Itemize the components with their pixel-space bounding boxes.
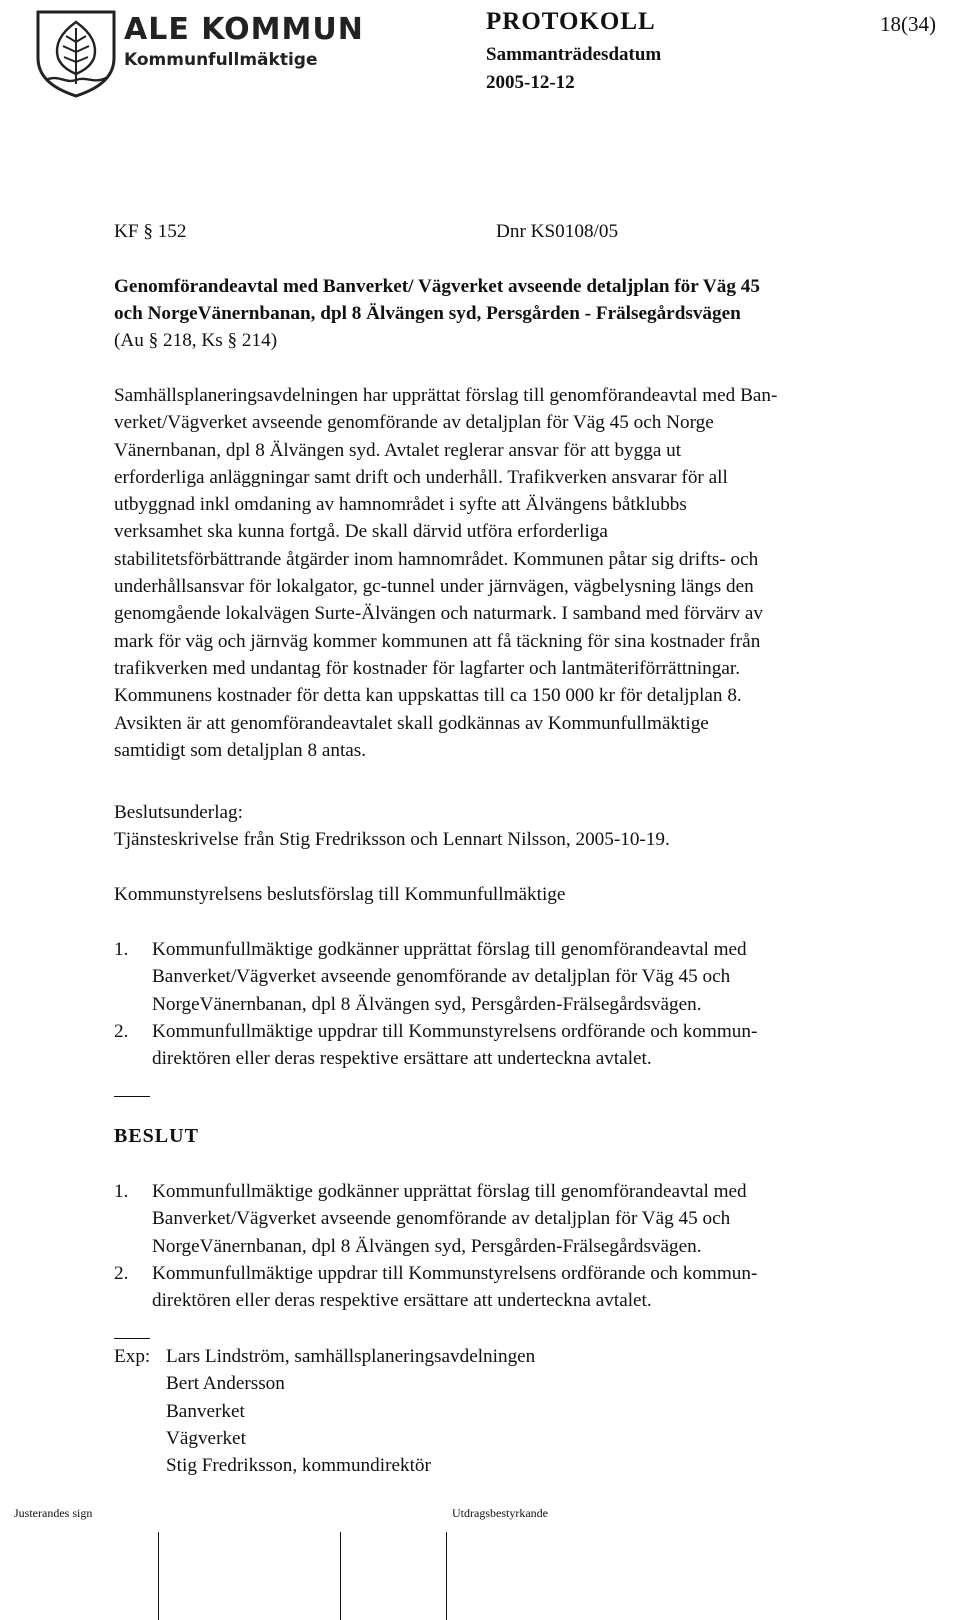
expedition-recipients xyxy=(166,1343,535,1479)
description-line: Kommunens kostnader för detta kan uppskattas till ca 150 000 kr för detaljplan 8. xyxy=(114,685,742,707)
case-heading xyxy=(114,273,934,328)
description-line: genomgående lokalvägen Surte-Älvängen och naturmark. I samband med förvärv av xyxy=(114,603,763,625)
proposal-item xyxy=(114,936,934,1018)
item-line: NorgeVänernbanan, dpl 8 Älvängen syd, Persgården-Frälsegårdsvägen. xyxy=(152,1235,702,1257)
item-line: Banverket/Vägverket avseende genomförande av detaljplan för Väg 45 och xyxy=(152,1208,731,1230)
item-number: 1. xyxy=(114,939,129,960)
item-line: Kommunfullmäktige uppdrar till Kommunstyrelsens ordförande och kommun- xyxy=(152,1020,758,1042)
decision-list xyxy=(114,1178,934,1314)
recipient: Vägverket xyxy=(166,1427,246,1449)
description-line: mark för väg och järnväg kommer kommunen att få täckning för sina kostnader från xyxy=(114,630,761,652)
description-line: underhållsansvar för lokalgator, gc-tunnel under järnvägen, vägbelysning längs den xyxy=(114,576,754,598)
case-heading-line: och NorgeVänernbanan, dpl 8 Älvängen syd, Persgården - Frälsegårdsvägen xyxy=(114,303,741,325)
description-line: verket/Vägverket avseende genomförande av detaljplan för Väg 45 och Norge xyxy=(114,412,714,434)
page-number: 18(34) xyxy=(880,12,936,36)
registration-number: Dnr KS0108/05 xyxy=(496,221,619,242)
description-line: stabilitetsförbättrande åtgärder inom hamnområdet. Kommunen påtar sig drifts- och xyxy=(114,548,759,570)
org-name: ALE KOMMUN xyxy=(124,12,364,47)
description-line: erforderliga anläggningar samt drift och underhåll. Trafikverken ansvarar för all xyxy=(114,466,728,488)
recipient: Lars Lindström, samhällsplaneringsavdelningen xyxy=(166,1346,536,1367)
signature-box-divider xyxy=(446,1532,447,1620)
municipality-logo xyxy=(32,8,120,98)
description-line: utbyggnad inkl omdaning av hamnområdet i syfte att Älvängens båtklubbs xyxy=(114,494,687,516)
description-line: Samhällsplaneringsavdelningen har upprättat förslag till genomförandeavtal med Ban- xyxy=(114,385,778,406)
item-line: Kommunfullmäktige godkänner upprättat förslag till genomförandeavtal med xyxy=(152,939,747,960)
proposal-list xyxy=(114,936,934,1072)
basis-label: Beslutsunderlag: xyxy=(114,802,243,823)
signature-label: Justerandes sign xyxy=(14,1506,93,1520)
basis-text: Tjänsteskrivelse från Stig Fredriksson och Lennart Nilsson, 2005-10-19. xyxy=(114,829,670,850)
case-heading-line: Genomförandeavtal med Banverket/ Vägverket avseende detaljplan för Väg 45 xyxy=(114,276,760,297)
decision-heading: BESLUT xyxy=(114,1125,199,1147)
signature-box-divider xyxy=(340,1532,341,1620)
recipient: Bert Andersson xyxy=(166,1373,285,1395)
proposal-item xyxy=(114,1018,934,1073)
document-title: PROTOKOLL xyxy=(486,8,656,35)
description-line: verksamhet ska kunna fortgå. De skall därvid utföra erforderliga xyxy=(114,521,608,543)
description-line: Vänernbanan, dpl 8 Älvängen syd. Avtalet reglerar ansvar för att bygga ut xyxy=(114,439,682,461)
description-line: samtidigt som detaljplan 8 antas. xyxy=(114,739,367,761)
section-separator xyxy=(114,1096,150,1097)
decision-item xyxy=(114,1178,934,1260)
description-line: trafikverken med undantag för kostnader för lagfarter och lantmäteriförrättningar. xyxy=(114,657,740,679)
proposal-label: Kommunstyrelsens beslutsförslag till Kommunfullmäktige xyxy=(114,884,566,905)
item-line: direktören eller deras respektive ersättare att underteckna avtalet. xyxy=(152,1290,652,1312)
item-number: 2. xyxy=(114,1020,129,1042)
recipient: Banverket xyxy=(166,1400,245,1422)
case-number: KF § 152 xyxy=(114,221,187,242)
item-line: NorgeVänernbanan, dpl 8 Älvängen syd, Persgården-Frälsegårdsvägen. xyxy=(152,993,702,1015)
item-line: Kommunfullmäktige uppdrar till Kommunstyrelsens ordförande och kommun- xyxy=(152,1262,758,1284)
case-reference: (Au § 218, Ks § 214) xyxy=(114,330,278,351)
signature-box-divider xyxy=(158,1532,159,1620)
item-line: Kommunfullmäktige godkänner upprättat förslag till genomförandeavtal med xyxy=(152,1181,747,1202)
expedition-label: Exp: xyxy=(114,1346,151,1367)
extract-certification-label: Utdragsbestyrkande xyxy=(452,1506,548,1520)
meeting-date: 2005-12-12 xyxy=(486,72,575,93)
recipient: Stig Fredriksson, kommundirektör xyxy=(166,1455,431,1477)
item-line: direktören eller deras respektive ersättare att underteckna avtalet. xyxy=(152,1048,652,1070)
meeting-date-label: Sammanträdesdatum xyxy=(486,44,662,65)
org-subtitle: Kommunfullmäktige xyxy=(124,50,318,70)
description-line: Avsikten är att genomförandeavtalet skall godkännas av Kommunfullmäktige xyxy=(114,712,709,734)
case-description xyxy=(114,382,942,764)
item-line: Banverket/Vägverket avseende genomförande av detaljplan för Väg 45 och xyxy=(152,966,731,988)
section-separator xyxy=(114,1338,150,1339)
item-number: 1. xyxy=(114,1181,129,1202)
decision-item xyxy=(114,1260,934,1315)
item-number: 2. xyxy=(114,1262,129,1284)
